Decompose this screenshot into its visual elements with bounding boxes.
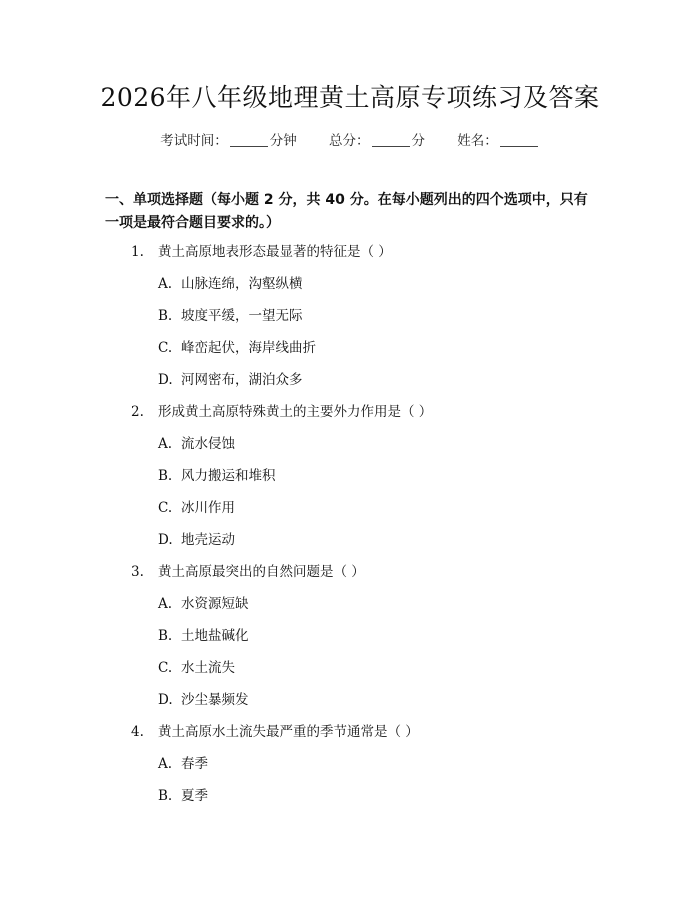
total-score-unit: 分 [411,133,425,149]
option-text: 沙尘暴频发 [181,692,249,708]
student-name-blank[interactable] [500,132,538,147]
option[interactable] [0,752,700,784]
question-text: 黄土高原地表形态最显著的特征是（ ） [158,244,392,260]
option-text: 水资源短缺 [181,596,249,612]
option[interactable] [0,336,700,368]
option[interactable] [0,688,700,720]
option-text: 地壳运动 [181,532,235,548]
question-list [0,240,700,816]
option[interactable] [0,784,700,816]
option[interactable] [0,272,700,304]
option-letter: D. [158,532,173,548]
total-score [329,131,425,151]
option-letter: C. [158,500,173,516]
option[interactable] [0,496,700,528]
total-score-blank[interactable] [372,132,410,147]
total-score-label: 总分： [329,133,370,149]
option-letter: B. [158,468,173,484]
question-number: 1. [131,244,144,260]
question [0,560,700,592]
option[interactable] [0,368,700,400]
question [0,400,700,432]
option-letter: A. [158,596,173,612]
option-text: 山脉连绵，沟壑纵横 [181,276,303,292]
question-number: 4. [131,724,144,740]
option-text: 春季 [181,756,208,772]
exam-time [160,131,297,151]
option-letter: A. [158,276,173,292]
question-number: 2. [131,404,144,420]
question-text: 黄土高原水土流失最严重的季节通常是（ ） [158,724,419,740]
option-letter: B. [158,308,173,324]
exam-time-unit: 分钟 [269,133,297,149]
option-text: 风力搬运和堆积 [181,468,276,484]
option[interactable] [0,304,700,336]
option-letter: B. [158,788,173,804]
option[interactable] [0,432,700,464]
option-letter: D. [158,372,173,388]
section-title: 一、单项选择题（每小题 2 分，共 40 分。在每小题列出的四个选项中，只有一项是最符合题目要求的。） [105,192,588,231]
question-text: 形成黄土高原特殊黄土的主要外力作用是（ ） [158,404,433,420]
student-name-label: 姓名： [457,133,498,149]
option-text: 冰川作用 [181,500,235,516]
page-title: 2026年八年级地理黄土高原专项练习及答案 [100,83,600,112]
exam-meta [0,131,700,151]
option-text: 流水侵蚀 [181,436,235,452]
question [0,720,700,752]
option-letter: D. [158,692,173,708]
question [0,240,700,272]
option-letter: C. [158,660,173,676]
question-number: 3. [131,564,144,580]
option[interactable] [0,528,700,560]
student-name [457,131,540,151]
exam-time-label: 考试时间： [160,133,228,149]
option[interactable] [0,624,700,656]
option-letter: B. [158,628,173,644]
option[interactable] [0,464,700,496]
option-letter: C. [158,340,173,356]
option-letter: A. [158,756,173,772]
question-text: 黄土高原最突出的自然问题是（ ） [158,564,365,580]
option-text: 夏季 [181,788,208,804]
option-text: 河网密布，湖泊众多 [181,372,303,388]
option[interactable] [0,592,700,624]
exam-time-blank[interactable] [230,132,268,147]
option[interactable] [0,656,700,688]
option-text: 土地盐碱化 [181,628,249,644]
option-text: 水土流失 [181,660,235,676]
option-letter: A. [158,436,173,452]
option-text: 坡度平缓，一望无际 [181,308,303,324]
option-text: 峰峦起伏，海岸线曲折 [181,340,316,356]
